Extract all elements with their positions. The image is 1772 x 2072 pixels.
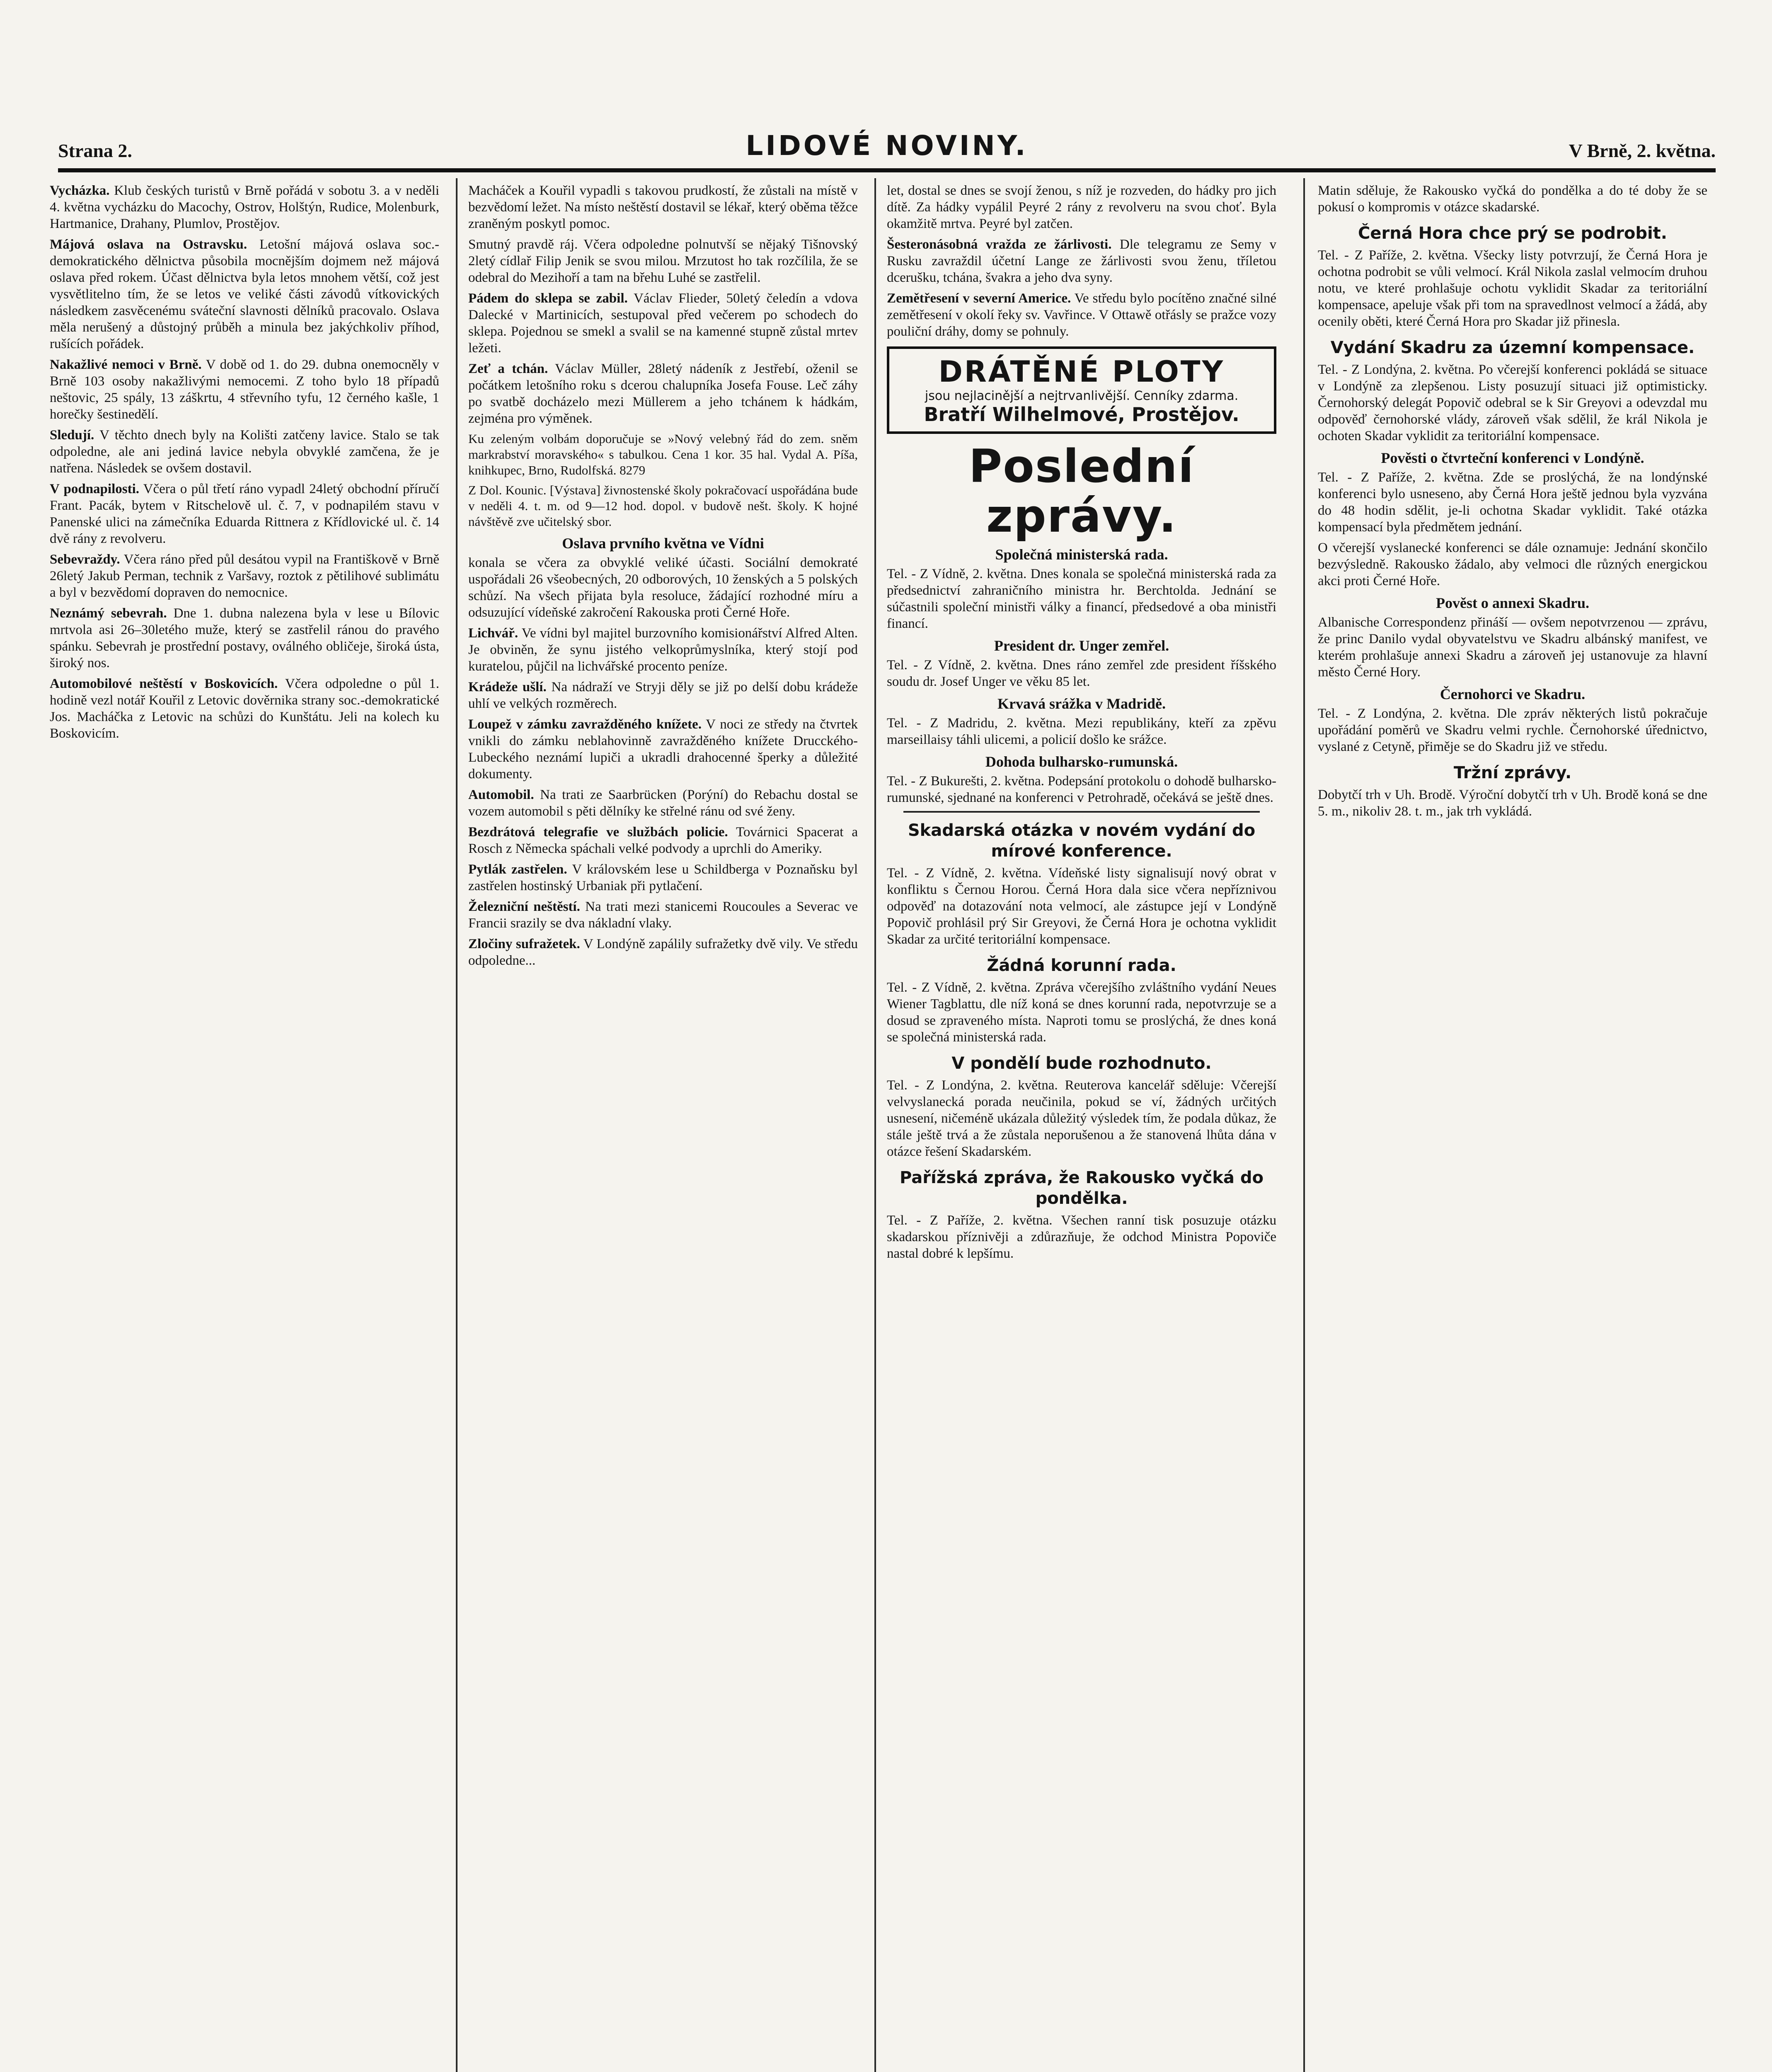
article-text: Albanische Correspondenz přináší — ovšem nepotvrzenou — zprávu, že princ Danilo vydal obyvatelstvu ve Skadru albánský manifest, ve kterém prohlašuje annexi Skadru a zároveň jej ustanovuje za hlavní město Černé Hory. — [1318, 615, 1707, 680]
column-3 — [887, 182, 1276, 2072]
article-heading: Zločiny sufražetek. — [468, 937, 580, 951]
article-text: Tel. - Z Vídně, 2. května. Vídeňské listy signalisují nový obrat v konfliktu s Černou Horou. Černá Hora dala sice včera nepříznivou odpověď na dotazování nota velmocí, ale zástupce její v Londýně Popovič prohlásil prý Sir Greyovi, že Černá Hora je ochotna vyklidit Skadar za určité teritoriální kompensace. — [887, 866, 1276, 947]
article-text: Tel. - Z Paříže, 2. května. Všechen ranní tisk posuzuje otázku skadarskou příznivěji a zdůrazňuje, že odchod Ministra Popoviče nastal dobré k lepšímu. — [887, 1213, 1276, 1261]
article-text: V době od 1. do 29. dubna onemocněly v Brně 103 osoby nakažlivými nemocemi. Z toho bylo 18 případů neštovic, 25 spály, 13 záškrtu, 4 střevního tyfu, 12 černého kašle, 1 horečky šestinedělí. — [50, 357, 439, 422]
article-text: Tel. - Z Londýna, 2. května. Dle zpráv některých listů pokračuje upořádání poměrů ve Skadru velmi rychle. Černohorské úřednictvo, vyslané z Cetyně, přiměje se do Skadru již ve středu. — [1318, 706, 1707, 754]
article-text: Dne 1. dubna nalezena byla v lese u Bílovic mrtvola asi 26–30letého muže, který se zastřelil ránou do pravého spánku. Sebevrah je prostřední postavy, oválného obličeje, široká ústa, široký nos. — [50, 606, 439, 670]
column-2 — [468, 182, 858, 2072]
article-heading: Sledují. — [50, 428, 94, 443]
article-text: Na trati ze Saarbrücken (Porýní) do Rebachu dostal se vozem automobil s pěti dělníky ke střelné ránu od své ženy. — [468, 787, 858, 819]
article-text: Tel. - Z Vídně, 2. května. Dnes ráno zemřel zde president říšského soudu dr. Josef Unger ve věku 85 let. — [887, 658, 1276, 689]
article-paragraph — [50, 675, 439, 742]
article-text: Tel. - Z Vídně, 2. května. Dnes konala se společná ministerská rada za předsednictví zahraničního ministra hr. Berchtolda. Jednání se súčastnili společní ministři války a financí, předsedové a oba ministři financí. — [887, 566, 1276, 631]
article-text: Václav Flieder, 50letý čeledín a vdova Dalecké v Martinicích, sestupoval před večerem po schodech do sklepa. Pojednou se smekl a svalil se na kamenné stupně zůstal mrtev ležeti. — [468, 291, 858, 356]
article-paragraph — [468, 824, 858, 857]
article-heading: Loupež v zámku zavražděného knížete. — [468, 717, 702, 732]
article-heading: Vycházka. — [50, 183, 110, 198]
article-text: Ve středu bylo pocítěno značné silné zemětřesení v okolí řeky sv. Vavřince. V Ottawě otřásly se pražce vozy pouliční dráhy, domy se pohnuly. — [887, 291, 1276, 339]
article-text: V těchto dnech byly na Kolišti zatčeny lavice. Stalo se tak odpoledne, ale ani jediná lavice nebyla obvyklé zamčena, že je natřena. Následek se ovšem dostavil. — [50, 428, 439, 476]
article-heading: Krvavá srážka v Madridě. — [997, 695, 1166, 712]
article-text: Matin sděluje, že Rakousko vyčká do pondělka a do té doby že se pokusí o kompromis v otázce skadarské. — [1318, 183, 1707, 215]
article-paragraph — [468, 625, 858, 675]
article-heading: V podnapilosti. — [50, 482, 139, 496]
article-text: Tel. - Z Londýna, 2. května. Po včerejší konferenci pokládá se situace v Londýně za zlepšenou. Listy posuzují situaci již optimisticky. Černohorský delegát Popovič odebral se k Sir Greyovi a odevzdal mu odpověď černohorské vlády, zároveň však sdělil, že král Nikola je ochoten Skadar vyklidit za teritoriální kompensace. — [1318, 362, 1707, 443]
article-paragraph — [50, 551, 439, 601]
section-heading: Tržní zprávy. — [1453, 763, 1572, 782]
headline: Vydání Skadru za územní kompensace. — [1330, 338, 1695, 357]
article-paragraph — [468, 936, 858, 969]
article-paragraph — [887, 236, 1276, 286]
article-heading: Železniční neštěstí. — [468, 899, 580, 914]
article-heading: Bezdrátová telegrafie ve službách policie. — [468, 825, 728, 840]
article-paragraph — [468, 787, 858, 820]
headline: Pařížská zpráva, že Rakousko vyčká do pondělka. — [900, 1168, 1264, 1208]
section-title: Poslední zprávy. — [968, 440, 1195, 542]
article-heading: Zeť a tchán. — [468, 361, 548, 376]
article-text: Klub českých turistů v Brně pořádá v sobotu 3. a v neděli 4. května vycházku do Macochy, Ostrov, Holštýn, Rudice, Molenburk, Hartmanice, Drahany, Plumlov, Prostějov. — [50, 183, 439, 231]
article-text: Tel. - Z Paříže, 2. května. Všecky listy potvrzují, že Černá Hora je ochotna podrobit se vůli velmocí. Král Nikola zaslal velmocím druhou notu, ve které prohlašuje ochotu vyklidit Skadar za teritoriální kompensace, apeluje však při tom na spravedlnost velmocí a žádá, aby ocenily oběti, které Černá Hora pro Skadar již přinesla. — [1318, 248, 1707, 329]
column-1 — [50, 182, 439, 2072]
article-heading: Májová oslava na Ostravsku. — [50, 237, 247, 252]
article-text: Letošní májová oslava soc.-demokratického dělnictva působila mocnějším dojmem než májová oslava před rokem. Účast dělnictva byla letos mnohem větší, což jest vysvětlitelno tím, že se letos ve veliké části závodů vítkovických následkem zasvěcenému sváteční slavnosti dělníků pracovalo. Oslava měla nerušený a důstojný průběh a minula bez jakýchkoliv příhod, rušících pořádek. — [50, 237, 439, 351]
article-paragraph — [50, 605, 439, 671]
ad-title: DRÁTĚNÉ PLOTY — [938, 355, 1225, 389]
headline: Černá Hora chce prý se podrobit. — [1358, 224, 1667, 243]
article-text: Václav Müller, 28letý nádeník z Jestřebí, oženil se počátkem letošního roku s dcerou chalupníka Josefa Fouse. Leč záhy po svatbě docházelo mezi Müllerem a jeho tchánem k hádkám, zejména pro výměnek. — [468, 361, 858, 426]
classified-ad: Z Dol. Kounic. [Výstava] živnostenské školy pokračovací uspořádána bude v neděli 4. t. m. od 9—12 hod. dopol. v budově nešt. školy. K hojné návštěvě zve učitelský sbor. — [468, 483, 858, 529]
article-text: Tel. - Z Madridu, 2. května. Mezi republikány, kteří za zpěvu marseillaisy táhli ulicemi, a policií došlo ke srážce. — [887, 716, 1276, 747]
article-heading: Neznámý sebevrah. — [50, 606, 167, 621]
article-text: Dobytčí trh v Uh. Brodě. Výroční dobytčí trh v Uh. Brodě koná se dne 5. m., nikoliv 28. t. m., jak trh vykládá. — [1318, 787, 1707, 819]
article-text: Na trati mezi stanicemi Roucoules a Severac ve Francii srazily se dva nákladní vlaky. — [468, 899, 858, 931]
article-text: Na nádraží ve Stryji děly se již po delší dobu krádeže uhlí ve velkých rozměrech. — [468, 680, 858, 711]
article-heading: Pověst o annexi Skadru. — [1436, 595, 1590, 611]
article-heading: Krádeže ušlí. — [468, 680, 547, 695]
article-heading: Pádem do sklepa se zabil. — [468, 291, 628, 306]
article-text: Ve vídni byl majitel burzovního komisionářství Alfred Alten. Je obviněn, že synu jistého velkoprůmyslníka, který stojí pod kuratelou, půjčil na lichvářské procento peníze. — [468, 626, 858, 674]
article-text: Továrnici Spacerat a Rosch z Německa spáchali velké podvody a uprchli do Ameriky. — [468, 825, 858, 856]
article-heading: Pytlák zastřelen. — [468, 862, 567, 877]
article-paragraph — [50, 356, 439, 423]
advertisement — [887, 346, 1276, 434]
article-text: Dle telegramu ze Semy v Rusku zavraždil účetní Lange ze žárlivosti svou ženu, tříletou dcerušku, tchána, švakra a jeho dva syny. — [887, 237, 1276, 285]
article-text: Smutný pravdě ráj. Včera odpoledne polnutvší se nějaký Tišnovský 2letý cídlař Filip Jenik se svou milou. Mrzutost ho tak rozčílila, že se odebral do Mezihoří a tam na břehu Luhé se zastřelil. — [468, 237, 858, 285]
article-heading: Sebevraždy. — [50, 552, 120, 567]
article-heading: Společná ministerská rada. — [995, 546, 1168, 563]
article-paragraph — [50, 236, 439, 352]
page-number: Strana 2. — [58, 140, 132, 161]
place-date: V Brně, 2. května. — [1569, 140, 1716, 161]
article-text: let, dostal se dnes se svojí ženou, s níž je rozveden, do hádky pro jich dítě. Za hádky vypálil Peyré 2 rány z revolveru na svou choť. Byla okamžitě mrtva. Peyré byl zatčen. — [887, 183, 1276, 231]
article-text: Včera odpoledne o půl 1. hodině vezl notář Kouřil z Letovic dověrnika strany soc.-demokratické Jos. Macháčka z Letovic na schůzi do Kunštátu. Jeli na kolech ku Boskovicím. — [50, 676, 439, 741]
article-paragraph — [468, 898, 858, 932]
masthead — [58, 124, 1716, 172]
article-heading: Pověsti o čtvrteční konferenci v Londýně. — [1381, 450, 1644, 466]
article-paragraph — [468, 290, 858, 356]
article-heading: Zemětřesení v severní Americe. — [887, 291, 1071, 306]
article-paragraph — [50, 481, 439, 547]
article-heading: Černohorci ve Skadru. — [1440, 686, 1586, 702]
article-text: Tel. - Z Paříže, 2. května. Zde se proslýchá, že na londýnské konferenci bylo usneseno, aby Černá Hora ještě jednou byla vyzvána do 48 hodin sdělit, je-li ochotna Skadar vyklidit. Také otázka kompensací byla předmětem jednání. — [1318, 470, 1707, 535]
headline: V pondělí bude rozhodnuto. — [951, 1054, 1212, 1073]
article-text: V Londýně zapálily sufražetky dvě vily. Ve středu odpoledne... — [468, 937, 858, 968]
article-text: Včera ráno před půl desátou vypil na Františkově v Brně 26letý Jakub Perman, technik z Varšavy, roztok z pětilihové sublimátu a byl v bezvědomí dopraven do nemocnice. — [50, 552, 439, 600]
article-paragraph — [468, 361, 858, 427]
article-paragraph — [50, 427, 439, 477]
article-text: Tel. - Z Londýna, 2. května. Reuterova kancelář sděluje: Včerejší velvyslanecká porada neučinila, pokud se ví, žádných určitých usnesení, ničeméně ukázala důležitý výsledek tím, že podala důkaz, že stále ještě trvá a že zůstala neporušenou a že stanovená lhůta dána v otázce řešení Skadarském. — [887, 1078, 1276, 1159]
article-paragraph — [468, 679, 858, 712]
article-text: Tel. - Z Bukurešti, 2. května. Podepsání protokolu o dohodě bulharsko-rumunské, sjednané na konferenci v Petrohradě, očekává se ještě dnes. — [887, 774, 1276, 805]
article-text: konala se včera za obvyklé veliké účasti. Sociální demokraté uspořádali 26 všeobecných, 20 odborových, 10 ženských a 5 polských schůzí. Na všech přijata byla resoluce, žádající rozhodné míru a odsuzující vídeňské zakročení Rakouska proti Černé Hoře. — [468, 555, 858, 620]
article-paragraph — [468, 861, 858, 894]
article-text: Tel. - Z Vídně, 2. května. Zpráva včerejšího zvláštního vydání Neues Wiener Tagblattu, dle níž koná se dnes korunní rada, nepotvrzuje se a dosud se zpraveného místa. Naproti tomu se proslýchá, že dnes koná se společná ministerská rada. — [887, 980, 1276, 1045]
article-heading: Automobil. — [468, 787, 534, 802]
article-heading: President dr. Unger zemřel. — [994, 637, 1169, 654]
ad-subtitle: jsou nejlacinější a nejtrvanlivější. Cenníky zdarma. — [925, 389, 1239, 403]
article-paragraph — [887, 290, 1276, 340]
column-4 — [1318, 182, 1707, 2072]
ad-firm: Bratří Wilhelmové, Prostějov. — [924, 403, 1239, 426]
article-heading: Nakažlivé nemoci v Brně. — [50, 357, 202, 372]
article-paragraph — [468, 716, 858, 782]
article-text: V královském lese u Schildberga v Poznaňsku byl zastřelen hostinský Urbaniak při pytlačení. — [468, 862, 858, 893]
article-paragraph — [50, 182, 439, 232]
article-text: Macháček a Kouřil vypadli s takovou prudkostí, že zůstali na místě v bezvědomí ležet. Na místo neštěstí dostavil se lékař, který oběma těžce zraněným poskytl pomoc. — [468, 183, 858, 231]
article-text: Včera o půl třetí ráno vypadl 24letý obchodní příručí Frant. Pacák, bytem v Ritschelově ul. č. 7, v podnapilém stavu v Panenské ulici na zámečníka Eduarda Rittnera z Křídlovické ul. č. 14 dvě rány z revolveru. — [50, 482, 439, 546]
section-heading: Oslava prvního května ve Vídni — [562, 535, 764, 552]
classified-ad: Ku zeleným volbám doporučuje se »Nový velebný řád do zem. sněm markrabství moravského« s tabulkou. Cena 1 kor. 35 hal. Vydal A. Píša, knihkupec, Brno, Rudolfská. 8279 — [468, 431, 858, 477]
article-heading: Šesteronásobná vražda ze žárlivosti. — [887, 237, 1112, 252]
article-columns — [50, 182, 1716, 2072]
article-heading: Lichvář. — [468, 626, 518, 641]
article-text: O včerejší vyslanecké konferenci se dále oznamuje: Jednání skončilo bezvýsledně. Rakousko žádalo, aby velmoci dle různých energickou akci proti Černé Hoře. — [1318, 540, 1707, 588]
separator — [903, 811, 1260, 813]
article-heading: Dohoda bulharsko-rumunská. — [985, 753, 1178, 770]
headline: Skadarská otázka v novém vydání do mírové konference. — [908, 821, 1256, 861]
headline: Žádná korunní rada. — [987, 956, 1176, 975]
newspaper-title: LIDOVÉ NOVINY. — [746, 130, 1028, 162]
article-heading: Automobilové neštěstí v Boskovicích. — [50, 676, 278, 691]
article-text: V noci ze středy na čtvrtek vnikli do zámku neblahovinně zavražděného knížete Drucckého-Lubeckého neznámí lupiči a ukradli drahocenné šperky a důležité dokumenty. — [468, 717, 858, 782]
